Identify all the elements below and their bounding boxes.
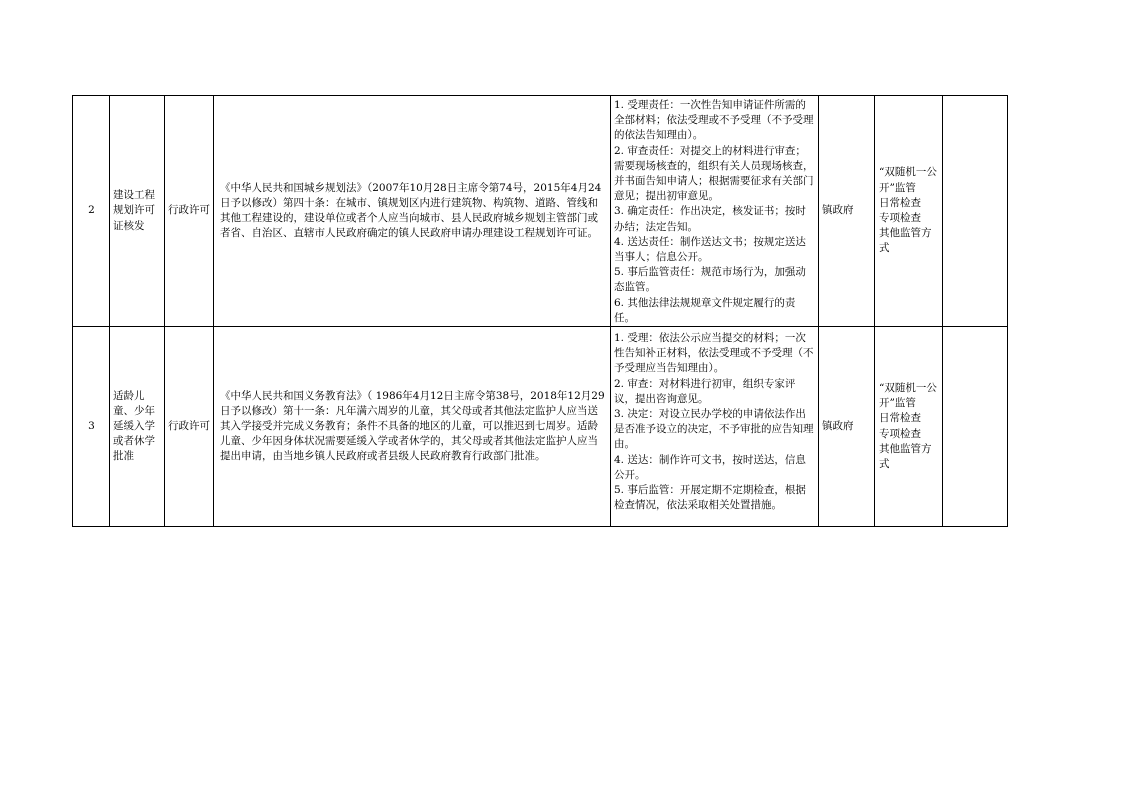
legal-basis-cell: 《中华人民共和国城乡规划法》（2007年10月28日主席令第74号，2015年4月24日予以修改）第四十条：在城市、镇规划区内进行建筑物、构筑物、道路、管线和其他工程建设的，建设单位或者个人应当向城市、县人民政府城乡规划主管部门或者省、自治区、直辖市人民政府确定的镇人民政府申请办理建设工程规划许可证。 — [214, 96, 611, 327]
power-type-cell: 行政许可 — [165, 327, 214, 527]
power-list-table — [72, 95, 1008, 527]
remark-cell — [943, 327, 1008, 527]
table-row — [73, 327, 1008, 527]
supervision-method-cell: “双随机一公开”监管 日常检查 专项检查 其他监管方式 — [875, 96, 943, 327]
responsible-subject-cell: 镇政府 — [819, 327, 875, 527]
power-type-cell: 行政许可 — [165, 96, 214, 327]
serial-number-cell: 3 — [73, 327, 110, 527]
item-name-cell: 建设工程规划许可证核发 — [110, 96, 165, 327]
responsibility-cell: 1. 受理责任：一次性告知申请证件所需的全部材料；依法受理或不予受理（不予受理的依法告知理由）。 2. 审查责任：对提交上的材料进行审查；需要现场核查的，组织有关人员现场核查，并书面告知申请人；根据需要征求有关部门意见；提出初审意见。 3. 确定责任：作出决定，核发证书；按时办结；法定告知。 4. 送达责任：制作送达文书；按规定送达当事人；信息公开。 5. 事后监管责任：规范市场行为，加强动态监管。 6. 其他法律法规规章文件规定履行的责任。 — [611, 96, 819, 327]
supervision-method-cell: “双随机一公开”监管 日常检查 专项检查 其他监管方式 — [875, 327, 943, 527]
remark-cell — [943, 96, 1008, 327]
serial-number-cell: 2 — [73, 96, 110, 327]
table-row — [73, 96, 1008, 327]
legal-basis-cell: 《中华人民共和国义务教育法》（ 1986年4月12日主席令第38号，2018年12月29日予以修改）第十一条：凡年满六周岁的儿童，其父母或者其他法定监护人应当送其入学接受并完成义务教育；条件不具备的地区的儿童，可以推迟到七周岁。适龄儿童、少年因身体状况需要延缓入学或者休学的，其父母或者其他法定监护人应当提出申请，由当地乡镇人民政府或者县级人民政府教育行政部门批准。 — [214, 327, 611, 527]
responsible-subject-cell: 镇政府 — [819, 96, 875, 327]
responsibility-cell: 1. 受理：依法公示应当提交的材料；一次性告知补正材料，依法受理或不予受理（不予受理应当告知理由）。 2. 审查：对材料进行初审，组织专家评议，提出咨询意见。 3. 决定：对设立民办学校的申请依法作出是否准予设立的决定，不予审批的应告知理由。 4. 送达：制作许可文书，按时送达，信息公开。 5. 事后监管：开展定期不定期检查，根据检查情况，依法采取相关处置措施。 — [611, 327, 819, 527]
item-name-cell: 适龄儿童、少年延缓入学或者休学批准 — [110, 327, 165, 527]
